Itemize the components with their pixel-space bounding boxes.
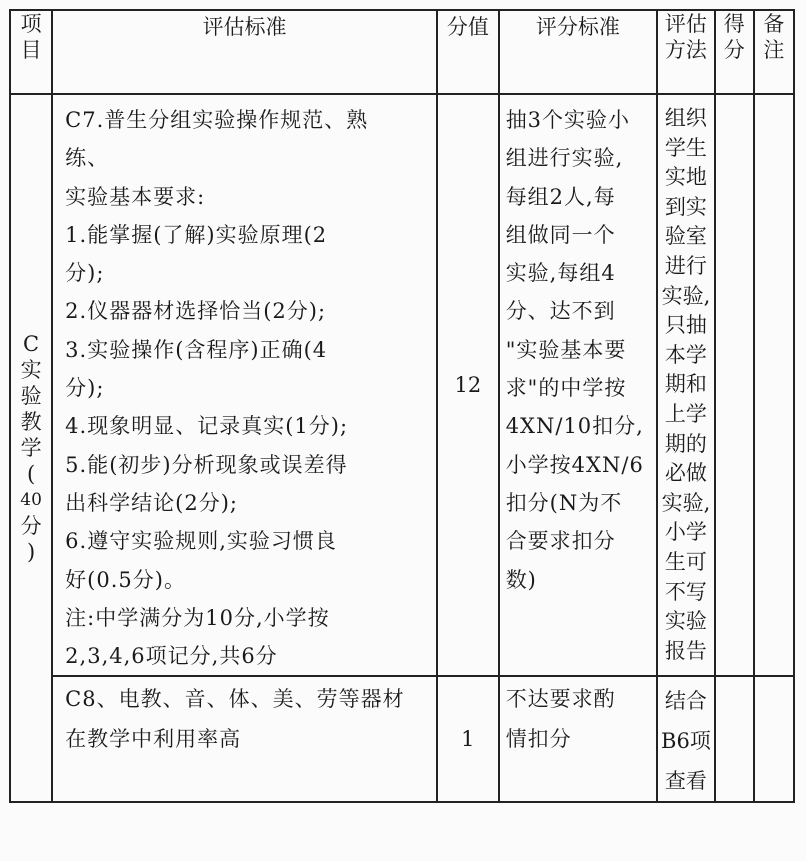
standard-cell (52, 676, 437, 802)
standard-line: 4.现象明显、记录真实(1分); (65, 414, 349, 439)
rule-line: 组进行实验, (505, 146, 624, 171)
standard-line: C8、电教、音、体、美、劳等器材 (65, 687, 405, 712)
rule-line: 实验,每组4 (505, 261, 616, 286)
score-cell: 1 (437, 676, 499, 802)
method-line: 必做 (664, 461, 707, 486)
method-cell (657, 94, 715, 676)
standard-line: 注:中学满分为10分,小学按 (65, 605, 330, 630)
header-points: 得分 (715, 10, 754, 94)
rule-line: "实验基本要 (505, 337, 627, 362)
rule-line: 小学按4XN/6 (505, 452, 644, 477)
rule-cell (499, 676, 657, 802)
rule-line: 数) (505, 567, 537, 592)
rule-line: 分、达不到 (505, 299, 616, 324)
section-char: ) (26, 540, 36, 565)
section-char: 分 (20, 514, 42, 539)
standard-line: 练、 (65, 146, 110, 171)
method-line: 组织 (664, 106, 707, 130)
points-cell (715, 676, 754, 802)
header-item: 项目 (10, 10, 52, 94)
method-line: 本学 (664, 342, 707, 367)
rule-line: 抽3个实验小 (505, 108, 631, 132)
rule-line: 4XN/10扣分, (505, 414, 644, 439)
points-cell (715, 94, 754, 676)
score-cell: 12 (437, 94, 499, 676)
standard-line: 1.能掌握(了解)实验原理(2 (65, 222, 328, 247)
rule-line: 不达要求酌 (505, 687, 616, 712)
remarks-cell (754, 94, 794, 676)
header-rule: 评分标准 (499, 10, 657, 94)
method-line: 学生 (664, 135, 707, 160)
method-line: 报告 (664, 638, 707, 663)
standard-line: 出科学结论(2分); (65, 490, 238, 515)
header-standard: 评估标准 (52, 10, 437, 94)
method-line: 上学 (664, 401, 707, 426)
section-char: 40 (20, 490, 42, 511)
method-line: 到实 (664, 194, 707, 219)
section-cell (10, 94, 52, 802)
section-char: 验 (20, 384, 42, 409)
method-line: 进行 (664, 253, 707, 278)
standard-line: 2.仪器器材选择恰当(2分); (65, 299, 327, 324)
standard-line: 6.遵守实验规则,实验习惯良 (65, 529, 337, 554)
header-method: 评估方法 (657, 10, 715, 94)
header-remarks: 备注 (754, 10, 794, 94)
method-line: 只抽 (664, 313, 707, 338)
method-line: 查看 (664, 769, 707, 794)
section-char: ( (26, 462, 36, 487)
method-line: 生可 (664, 549, 707, 574)
section-char: 教 (20, 410, 42, 435)
standard-line: 在教学中利用率高 (65, 727, 242, 752)
standard-line: 3.实验操作(含程序)正确(4 (65, 337, 328, 362)
standard-line: 2,3,4,6项记分,共6分 (65, 644, 278, 669)
method-line: 实验 (664, 609, 707, 634)
rule-line: 组做同一个 (505, 222, 616, 247)
section-char: C (23, 332, 40, 357)
rule-line: 扣分(N为不 (505, 490, 623, 515)
rule-line: 情扣分 (505, 727, 572, 752)
method-line: 验室 (664, 224, 707, 249)
evaluation-table (9, 9, 795, 803)
method-cell (657, 676, 715, 802)
method-line: 期的 (664, 431, 707, 456)
method-line: B6项 (661, 729, 711, 754)
remarks-cell (754, 676, 794, 802)
rule-line: 每组2人,每 (505, 184, 616, 209)
standard-line: 好(0.5分)。 (65, 567, 186, 592)
standard-line: 实验基本要求: (65, 184, 206, 209)
method-line: 期和 (664, 372, 707, 397)
method-line: 结合 (664, 689, 707, 714)
header-score: 分值 (437, 10, 499, 94)
table-header-row (10, 10, 794, 94)
method-line: 小学 (664, 520, 707, 545)
method-line: 不写 (664, 579, 707, 604)
rule-line: 合要求扣分 (505, 529, 616, 554)
rule-line: 求"的中学按 (505, 376, 627, 401)
rule-cell (499, 94, 657, 676)
method-line: 实地 (664, 165, 707, 190)
standard-line: 分); (65, 261, 105, 286)
standard-line: C7.普生分组实验操作规范、熟 (65, 108, 369, 132)
method-line: 实验, (661, 283, 711, 308)
table-row-c7 (10, 94, 794, 676)
section-char: 实 (20, 358, 42, 383)
standard-line: 5.能(初步)分析现象或误差得 (65, 452, 348, 477)
table-row-c8 (10, 676, 794, 802)
standard-cell (52, 94, 437, 676)
section-char: 学 (20, 436, 42, 461)
standard-line: 分); (65, 376, 105, 401)
method-line: 实验, (661, 490, 711, 515)
